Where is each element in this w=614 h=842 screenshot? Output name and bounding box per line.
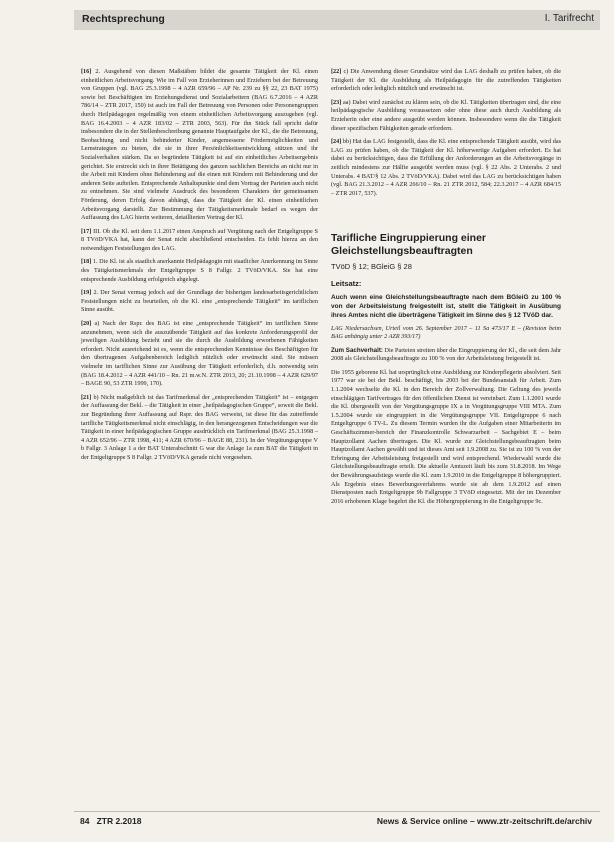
paragraph-number: [20] <box>81 320 92 328</box>
paragraph-text: Die Parteien streiten über die Eingruppierung der Kl., die seit dem Jahr 2008 als Gleichstellungsbeauftragte zu 100 % von der Arbeitsleistung freigestellt ist. <box>331 346 561 363</box>
paragraph-text: III. Ob die Kl. seit dem 1.1.2017 einen Anspruch auf Vergütung nach der Entgeltgruppe S 8 TVöD/VKA hat, kann der Senat nicht abschließend entscheiden. Es fehlt hierzu an den notwendigen Feststellungen des LAG. <box>81 227 318 252</box>
left-column <box>81 68 318 468</box>
category-label: I. Tarifrecht <box>544 13 594 24</box>
paragraph <box>81 394 318 463</box>
paragraph-text: b) Nicht maßgeblich ist das Tarifmerkmal der „entsprechenden Tätigkeit“ ist – entgegen der Auffassung der Bekl. – die Tätigkeit in einer „heilpädagogischen Gruppe“, soweit die Bekl. zur Begründung ihrer Auffassung auf Rspr. des BAG verweist, ist diese für das zutreffende tarifliche Tätigkeitsmerkmal nicht einschlägig, in den herangezogenen Entscheidungen war die Tätigkeit in einer heilpädagogischen Gruppe ausdrücklich ein Tarifmerkmal (BAG 25.3.1998 – 4 AZR 652/96 – ZTR 1998, 411; 4 AZR 670/96 – BAGE 88, 231). In der Vergütungsgruppe V b Fallgr. 3 Anlage 1 a der BAT Unterabschnitt G war die Anlage 1a zum BAT die Tätigkeit in der Entgeltgruppe S 8 Fallgr. 2 TVöD/VKA gerade nicht vorgesehen. <box>81 393 319 461</box>
paragraph <box>81 258 318 284</box>
paragraph <box>331 369 561 507</box>
ruling-norms: TVöD § 12; BGleiG § 28 <box>331 262 412 272</box>
footer-page-info <box>80 816 141 826</box>
paragraph <box>331 99 561 133</box>
paragraph-number: [24] <box>331 138 342 146</box>
paragraph-number: [18] <box>81 258 92 266</box>
footer-service-link[interactable]: News & Service online – www.ztr-zeitschrift.de/archiv <box>376 816 592 826</box>
sachverhalt-label: Zum Sachverhalt: <box>331 346 383 354</box>
paragraph-text: aa) Dabei wird zunächst zu klären sein, ob die Kl. Tätigkeiten übertragen sind, die eine heilpädagogische Ausbildung voraussetzen oder ohne diese auch durch Ausbildung als Erzieherin oder eine andere ausgeübt werden können. Insbesondere wenn die die Tätigkeit dieser spezifischen Fähigkeiten gerade erfordern. <box>331 98 562 132</box>
paragraph-text: 2. Ausgehend von diesen Maßstäben bildet die gesamte Tätigkeit der Kl. einen einheitlichen Arbeitsvorgang. Wie im Fall von Erzieherinnen und Erziehern bei der Betreuung von Gruppen (vgl. BAG 25.3.1998 – 4 AZR 659/96 – AP Nr. 239 zu §§ 22, 23 BAT 1975) sowie bei Beschäftigten im Erziehungsdienst und Sozialarbeitern (BAG 6.7.2016 – 4 AZR 786/14 – ZTR 2017, 150) ist auch im Fall der Betreuung von Personen oder Personengruppen durch Heilpädagogen regelmäßig von einem einheitlichen Arbeitsvorgang auszugehen (vgl. BAG 16.4.2003 – 4 AZR 183/02 – ZTR 2003, 563). Für ihn Stück fall spricht dafür insbesondere die in der Stellenbeschreibung genannte Hauptaufgabe der Kl., die die Betreuung, Beobachtung und nicht behinderter Kinder, angemessene Fördermöglichkeiten und Lernstrategien zu bieten, die sie in ihrer Persönlichkeitsentwicklung stützen und ihr Sozialverhalten stärken. Da so begründete Tätigkeit ist auf ein einheitliches Arbeitsergebnis gerichtet. Sie erstreckt sich in ihrer Betätigung des ganzen sachlichen Bereichs an nicht nur in die Arbeit mit Kindern ohne Behinderung auf die einen mit Kindern mit Behinderung und der anderen Seite aufteilen. Entsprechende Anhaltspunkte sind dem Vortrag der Parteien auch nicht zu entnehmen. Sie sind vielmehr Ausdruck des besonderen Charakters der gemeinsamen Förderung, deren Erfolg davon abhängt, dass die Tätigkeit der Kl. einen einheitlichen Arbeitsvorgang darstellt. Zur Bestimmung der Tätigkeitsmerkmale bedarf es wegen der Auffassung des LAG hierin weiteren, detaillierten Vortrag der Kl. <box>81 68 318 222</box>
page-header <box>74 10 600 30</box>
ruling-title: Tarifliche Eingruppierung einer Gleichstellungsbeauftragten <box>331 232 486 257</box>
page-number: 84 <box>80 816 90 826</box>
paragraph <box>331 138 561 198</box>
paragraph-text: c) Die Anwendung dieser Grundsätze wird das LAG deshalb zu prüfen haben, ob die Tätigkeit der Kl. die Ausbildung als Heilpädagogin für die zutreffenden Tätigkeiten erforderlich oder lediglich nützlich und erwünscht ist. <box>331 68 562 93</box>
paragraph-text: bb) Hat das LAG festgestellt, dass die Kl. eine entsprechende Tätigkeit ausübt, wird das LAG zu prüfen haben, ob die Tätigkeit der Kl. höherwertige Aufgaben erfordert. Es hat dabei zu berücksichtigen, dass die Erfüllung der Anforderungen an die Arbeitsvorgänge in zeitlich mindestens zur Hälfte ausgeübt werden muss (vgl. § 22 Abs. 2 Unterabs. 2 und Unterabs. 4 BAT/§ 12 Abs. 2 TVöD/VKA). Dabei wird das LAG zu berücksichtigen haben (vgl. BAG 21.3.2012 – 4 AZR 266/10 – Rn. 21 ZTR 2012, 584; 22.3.2017 – 4 AZR 684/15 – ZTR 2017, 537). <box>331 138 562 197</box>
paragraph-number: [17] <box>81 227 92 235</box>
footer-divider <box>74 811 600 812</box>
court-citation: LAG Niedersachsen, Urteil vom 26. September 2017 – 11 Sa 473/17 E – (Revision beim BAG anhängig unter 2 AZR 393/17) <box>331 324 561 341</box>
paragraph-number: [23] <box>331 98 342 106</box>
journal-issue: ZTR 2.2018 <box>96 816 142 826</box>
leitsatz-label: Leitsatz: <box>331 278 362 288</box>
paragraph-number: [19] <box>81 289 92 297</box>
paragraph-text: Die 1955 geborene Kl. hat ursprünglich eine Ausbildung zur Kinderpflegerin absolviert. Seit 1977 war sie bei der Bekl. beschäftigt, bis 2003 bei der Bundesanstalt für Arbeit. Zum 1.1.2004 wechselte die Kl. in den Bereich der Zollverwaltung. Die Geltung des jeweils einschlägigen Tarifvertrages für den öffentlichen Dienst ist vereinbart. Zum 1.1.2001 wurde die Kl. übergestellt von der Vergütungsgruppe IX a in Vergütungsgruppe VIII MTA. Zum 1.5.2004 wurde sie eingruppiert in die Vergütungsgruppe VII. Entgeltgruppe 6 nach Entgeltgruppe 6 TV-L. Zu diesem Termin wurden ihr die Aufgaben einer Mitarbeiterin im Geschäftszimmer-bereich der Finanzkontrolle Schwarzarbeit – Sachgebiet E – beim Hauptzollamt Aachen übertragen. Die Kl. wurde zur Gleichstellungsbeauftragten beim Hauptzollamt Aachen gewählt und ist dieses Amt seit 1.9.2008 zu. Sie ist zu 100 % von der Erbringung der Arbeitsleistung freigestellt und wird entsprechend. Wiederwahl wurde die Gleichstellungsbeauftragte erteilt. Die aktuelle Amtszeit läuft bis zum 31.8.2018. Im Wege der Bewährungsaufstiegs wurde die Kl. zum 1.9.2010 in die Entgeltgruppe 8 höhergruppiert. Als Ergebnis eines Bewerbungsverfahrens wurde sie ab dem 1.9.2012 auf einen Dienstposten nach Entgeltgruppe 9b Fallgruppe 3 TVöD eingesetzt. Mit der im Dezember 2016 erhobenen Klage begehrt die Kl. die Höhergruppierung in die Entgeltgruppe 9c. <box>331 368 561 505</box>
paragraph-number: [22] <box>331 68 342 75</box>
paragraph <box>81 228 318 254</box>
paragraph <box>81 289 318 315</box>
page-footer <box>74 816 600 830</box>
paragraph-number: [21] <box>81 393 92 401</box>
paragraph <box>331 347 561 364</box>
paragraph <box>331 68 561 94</box>
paragraph-text: 2. Der Senat vermag jedoch auf der Grundlage der bisherigen landesarbeitsgerichtlichen Feststellungen nicht zu beurteilen, ob die Kl. eine „entsprechende Tätigkeit“ im tariflichen Sinne ausübt. <box>81 289 319 314</box>
paragraph-text: 1. Die Kl. ist als staatlich anerkannte Heilpädagogin mit staatlicher Anerkennung im Sinne des Tätigkeitsmerkmals der Entgeltgruppe S 8 Fallgr. 2 TVöD/VKA. Sie hat eine entsprechende Ausbildung erfolgreich abgelegt. <box>81 258 318 283</box>
leitsatz-text: Auch wenn eine Gleichstellungsbeauftragte nach dem BGleiG zu 100 % von der Arbeitsleistung freigestellt ist, stellt die Tätigkeit in Ausübung ihres Amtes nicht die überträgene Tätigkeit im Sinne des § 12 TVöD dar. <box>331 293 561 319</box>
section-label: Rechtsprechung <box>82 13 165 25</box>
paragraph-number: [16] <box>81 68 92 75</box>
paragraph <box>81 68 318 223</box>
paragraph <box>81 320 318 389</box>
right-column <box>331 68 561 511</box>
paragraph-text: a) Nach der Rspr. des BAG ist eine „entsprechende Tätigkeit“ im tariflichen Sinne anzunehmen, wenn sich die auszuübende Tätigkeit auf das konkrete Anforderungsprofil der jeweiligen Ausbildung bezieht und sie die durch die Ausbildung erworbenen Fähigkeiten erfordert. Nicht ausreichend ist es, wenn die entsprechenden Kenntnisse des Beschäftigten für den übertragenen Aufgabenbereich lediglich nützlich oder erwünscht sind. Sie müssen vielmehr im tariflichen Sinne zur Ausübung der Tätigkeit erforderlich, d.h. notwendig sein (BAG 18.4.2012 – 4 AZR 441/10 – Rn. 21 m.w.N. ZTR 2013, 20; 21.10.1998 – 4 AZR 629/97 – BAGE 90, 53 ZTR 1999, 170). <box>81 320 318 388</box>
